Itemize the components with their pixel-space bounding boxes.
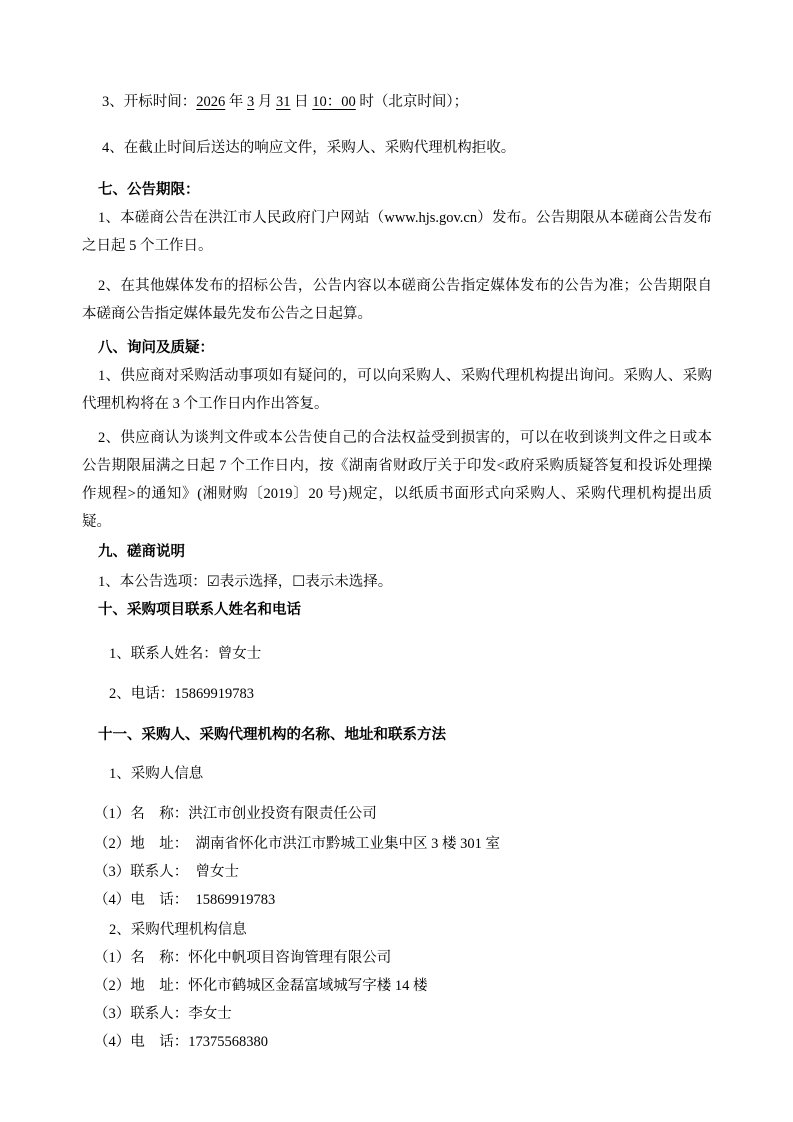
section8-paragraph-2: 2、供应商认为谈判文件或本公告使自己的合法权益受到损害的，可以在收到谈判文件之日或本公告期限届满之日起 7 个工作日内，按《湖南省财政厅关于印发<政府采购质疑答复和投诉处理操作规程>的通知》(湘财购〔2019〕20 号)规定，以纸质书面形式向采购人、采购代理机构提出质疑。: [82, 430, 712, 530]
bid-time-day-unit: 日: [290, 94, 313, 110]
purchaser-info-title: 1、采购人信息: [109, 766, 204, 782]
agency-contact-row: （3）联系人：李女士: [94, 1006, 232, 1022]
purchaser-phone-row: （4）电 话： 15869919783: [94, 892, 276, 908]
section10-title: 十、采购项目联系人姓名和电话: [98, 602, 301, 618]
project-contact-phone-line: 2、电话：15869919783: [109, 686, 254, 702]
late-response-reject-line: 4、在截止时间后送达的响应文件，采购人、采购代理机构拒收。: [102, 140, 516, 156]
unchecked-checkbox-icon: ☐: [292, 574, 306, 590]
bid-time-year-unit: 年: [225, 94, 247, 110]
option-prefix: 1、本公告选项：: [98, 574, 207, 590]
bid-time-prefix: 3、开标时间：: [102, 94, 197, 110]
purchaser-contact-row: （3）联系人： 曾女士: [94, 864, 239, 880]
section8-title: 八、询问及质疑：: [98, 340, 214, 356]
bid-time-month: 3: [247, 94, 255, 110]
bid-time-day: 31: [276, 94, 291, 110]
bid-time-month-unit: 月: [254, 94, 276, 110]
agency-name-row: （1）名 称：怀化中帆项目咨询管理有限公司: [94, 950, 392, 966]
agency-info-title: 2、采购代理机构信息: [109, 922, 247, 938]
checked-option-label: 表示选择，: [219, 574, 293, 590]
agency-phone-row: （4）电 话：17375568380: [94, 1034, 268, 1050]
section8-paragraph-1: 1、供应商对采购活动事项如有疑问的，可以向采购人、采购代理机构提出询问。采购人、采购代理机构将在 3 个工作日内作出答复。: [82, 368, 712, 412]
section9-title: 九、磋商说明: [98, 544, 185, 560]
section11-title: 十一、采购人、采购代理机构的名称、地址和联系方法: [98, 727, 446, 743]
section7-paragraph-2: 2、在其他媒体发布的招标公告，公告内容以本磋商公告指定媒体发布的公告为准；公告期限自本磋商公告指定媒体最先发布公告之日起算。: [82, 278, 712, 322]
agency-address-row: （2）地 址：怀化市鹤城区金磊富域城写字楼 14 楼: [94, 978, 428, 994]
bid-time-clock: 10：00: [312, 94, 356, 110]
bid-opening-time-line: [82, 88, 712, 116]
bid-time-year: 2026: [196, 94, 226, 110]
checked-checkbox-icon: ☑: [206, 574, 220, 590]
section7-paragraph-1: 1、本磋商公告在洪江市人民政府门户网站（www.hjs.gov.cn）发布。公告期限从本磋商公告发布之日起 5 个工作日。: [82, 210, 712, 254]
purchaser-name-row: （1）名 称：洪江市创业投资有限责任公司: [94, 806, 377, 822]
bid-time-timezone: 时（北京时间）；: [355, 94, 469, 110]
unchecked-option-label: 表示未选择。: [305, 574, 393, 590]
section7-title: 七、公告期限：: [98, 182, 200, 198]
project-contact-name-line: 1、联系人姓名：曾女士: [109, 646, 262, 662]
purchaser-address-row: （2）地 址： 湖南省怀化市洪江市黔城工业集中区 3 楼 301 室: [94, 836, 500, 852]
announcement-option-line: [82, 568, 712, 596]
